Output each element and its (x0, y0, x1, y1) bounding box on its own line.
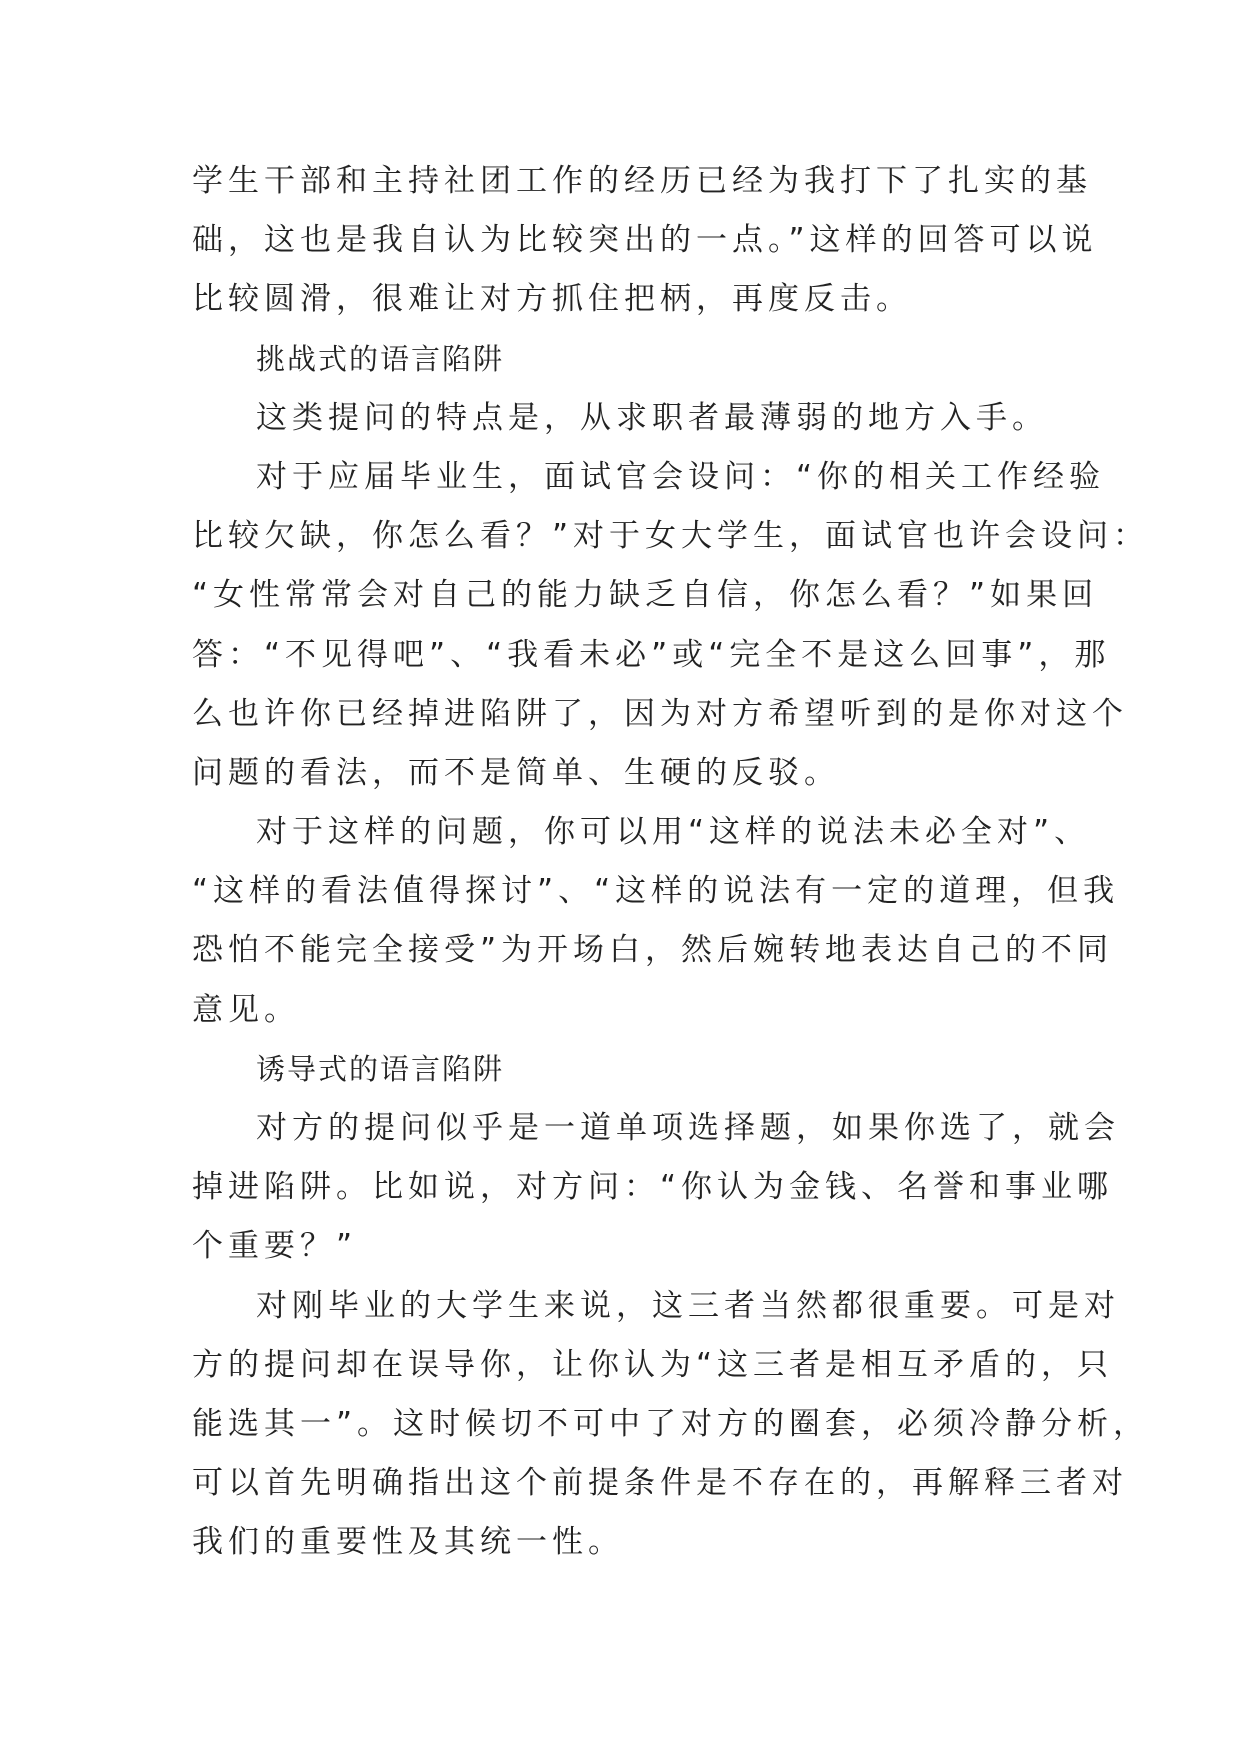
text-line: 比较圆滑，很难让对方抓住把柄，再度反击。 (192, 281, 912, 318)
paragraph (192, 1099, 1120, 1277)
text-line: 对方的提问似乎是一道单项选择题，如果你选了，就会 (256, 1110, 1120, 1146)
text-line: 恐怕不能完全接受”为开场白，然后婉转地表达自己的不同 (192, 932, 1114, 969)
text-line: “女性常常会对自己的能力缺乏自信，你怎么看？”如果回 (192, 577, 1099, 614)
text-line: 掉进陷阱。比如说，对方问：“你认为金钱、名誉和事业哪 (192, 1169, 1114, 1206)
paragraph (192, 1277, 1150, 1573)
text-line: 问题的看法，而不是简单、生硬的反驳。 (192, 754, 840, 791)
text-line: 对于这样的问题，你可以用“这样的说法未必全对”、 (256, 814, 1091, 851)
text-line: 么也许你已经掉进陷阱了，因为对方希望听到的是你对这个 (192, 695, 1128, 732)
text-line: 意见。 (192, 991, 300, 1028)
text-line: 挑战式的语言陷阱 (256, 341, 505, 376)
text-line: “这样的看法值得探讨”、“这样的说法有一定的道理，但我 (192, 873, 1120, 910)
text-line: 诱导式的语言陷阱 (256, 1051, 505, 1086)
text-line: 对于应届毕业生，面试官会设问：“你的相关工作经验 (256, 458, 1106, 495)
section-heading (192, 330, 1050, 389)
text-line: 个重要？” (192, 1228, 358, 1265)
text-line: 方的提问却在误导你，让你认为“这三者是相互矛盾的，只 (192, 1346, 1114, 1383)
text-line: 可以首先明确指出这个前提条件是不存在的，再解释三者对 (192, 1465, 1128, 1502)
text-line: 我们的重要性及其统一性。 (192, 1524, 624, 1561)
paragraph (192, 448, 1150, 803)
text-line: 这类提问的特点是，从求职者最薄弱的地方入手。 (256, 399, 1048, 436)
text-line: 答：“不见得吧”、“我看未必”或“完全不是这么回事”，那 (192, 636, 1111, 673)
section-heading (192, 1040, 1050, 1099)
paragraph (192, 389, 1050, 448)
text-line: 比较欠缺，你怎么看？”对于女大学生，面试官也许会设问： (192, 518, 1150, 555)
paragraph (192, 152, 1098, 330)
text-line: 础，这也是我自认为比较突出的一点。”这样的回答可以说 (192, 222, 1098, 259)
text-line: 学生干部和主持社团工作的经历已经为我打下了扎实的基 (192, 163, 1092, 199)
text-line: 能选其一”。这时候切不可中了对方的圈套，必须冷静分析， (192, 1405, 1150, 1442)
paragraph (192, 803, 1120, 1040)
text-line: 对刚毕业的大学生来说，这三者当然都很重要。可是对 (256, 1287, 1120, 1324)
document-body (192, 152, 1150, 1573)
